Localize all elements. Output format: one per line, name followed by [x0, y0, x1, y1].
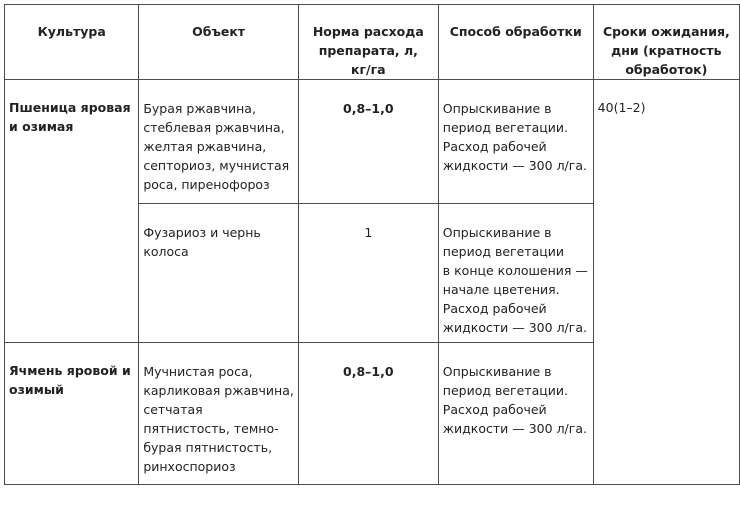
object-line: Фузариоз и чернь	[143, 225, 261, 240]
method-line: жидкости — 300 л/га.	[442, 421, 587, 436]
header-wait-line: обработок)	[625, 62, 708, 77]
method-line: Опрыскивание в	[442, 364, 552, 379]
header-rate-line: препарата, л,	[318, 43, 418, 58]
object-line: пятнистость, темно-	[143, 421, 279, 436]
wait-value: 40(1–2)	[597, 100, 646, 115]
method-line: Опрыскивание в	[442, 101, 552, 116]
method-line: период вегетации	[442, 244, 564, 259]
culture-cell	[5, 80, 139, 343]
object-line: Мучнистая роса,	[143, 364, 253, 379]
object-line: септориоз, мучнистая	[143, 158, 290, 173]
header-rate	[298, 5, 438, 80]
method-line: период вегетации.	[442, 120, 568, 135]
header-wait-line: дни (кратность	[611, 43, 722, 58]
header-rate-line: кг/га	[351, 62, 386, 77]
method-cell	[438, 343, 593, 485]
rate-value: 0,8–1,0	[343, 364, 394, 379]
header-object-text: Объект	[192, 24, 246, 39]
header-wait-line: Сроки ожидания,	[602, 24, 730, 39]
method-line: Расход рабочей	[442, 301, 547, 316]
header-row	[5, 5, 740, 80]
method-line: Расход рабочей	[442, 139, 547, 154]
object-line: карликовая ржавчина,	[143, 383, 294, 398]
method-line: Расход рабочей	[442, 402, 547, 417]
rate-cell	[298, 343, 438, 485]
rate-value: 0,8–1,0	[343, 101, 394, 116]
method-line: период вегетации.	[442, 383, 568, 398]
header-culture	[5, 5, 139, 80]
object-line: ринхоспориоз	[143, 459, 236, 474]
object-line: бурая пятнистость,	[143, 440, 273, 455]
object-line: Бурая ржавчина,	[143, 101, 256, 116]
method-line: Опрыскивание в	[442, 225, 552, 240]
method-line: жидкости — 300 л/га.	[442, 158, 587, 173]
header-wait	[593, 5, 739, 80]
method-line: в конце колошения —	[442, 263, 588, 278]
culture-line: и озимая	[9, 119, 74, 134]
object-cell	[139, 204, 299, 343]
header-method	[438, 5, 593, 80]
object-cell	[139, 80, 299, 204]
method-line: жидкости — 300 л/га.	[442, 320, 587, 335]
rate-value: 1	[364, 225, 373, 240]
object-line: роса, пиренофороз	[143, 177, 270, 192]
wait-cell	[593, 80, 739, 485]
culture-cell	[5, 343, 139, 485]
culture-line: Пшеница яровая	[9, 100, 131, 115]
header-object	[139, 5, 299, 80]
object-cell	[139, 343, 299, 485]
culture-line: озимый	[9, 382, 64, 397]
method-cell	[438, 80, 593, 204]
rate-cell	[298, 80, 438, 204]
header-rate-line: Норма расхода	[312, 24, 424, 39]
object-line: желтая ржавчина,	[143, 139, 267, 154]
method-line: начале цветения.	[442, 282, 560, 297]
rate-cell	[298, 204, 438, 343]
method-cell	[438, 204, 593, 343]
object-line: сетчатая	[143, 402, 203, 417]
pesticide-table	[4, 4, 740, 485]
table-row	[5, 80, 740, 204]
header-method-text: Способ обработки	[449, 24, 582, 39]
culture-line: Ячмень яровой и	[9, 363, 131, 378]
object-line: стеблевая ржавчина,	[143, 120, 285, 135]
object-line: колоса	[143, 244, 189, 259]
header-culture-text: Культура	[37, 24, 106, 39]
